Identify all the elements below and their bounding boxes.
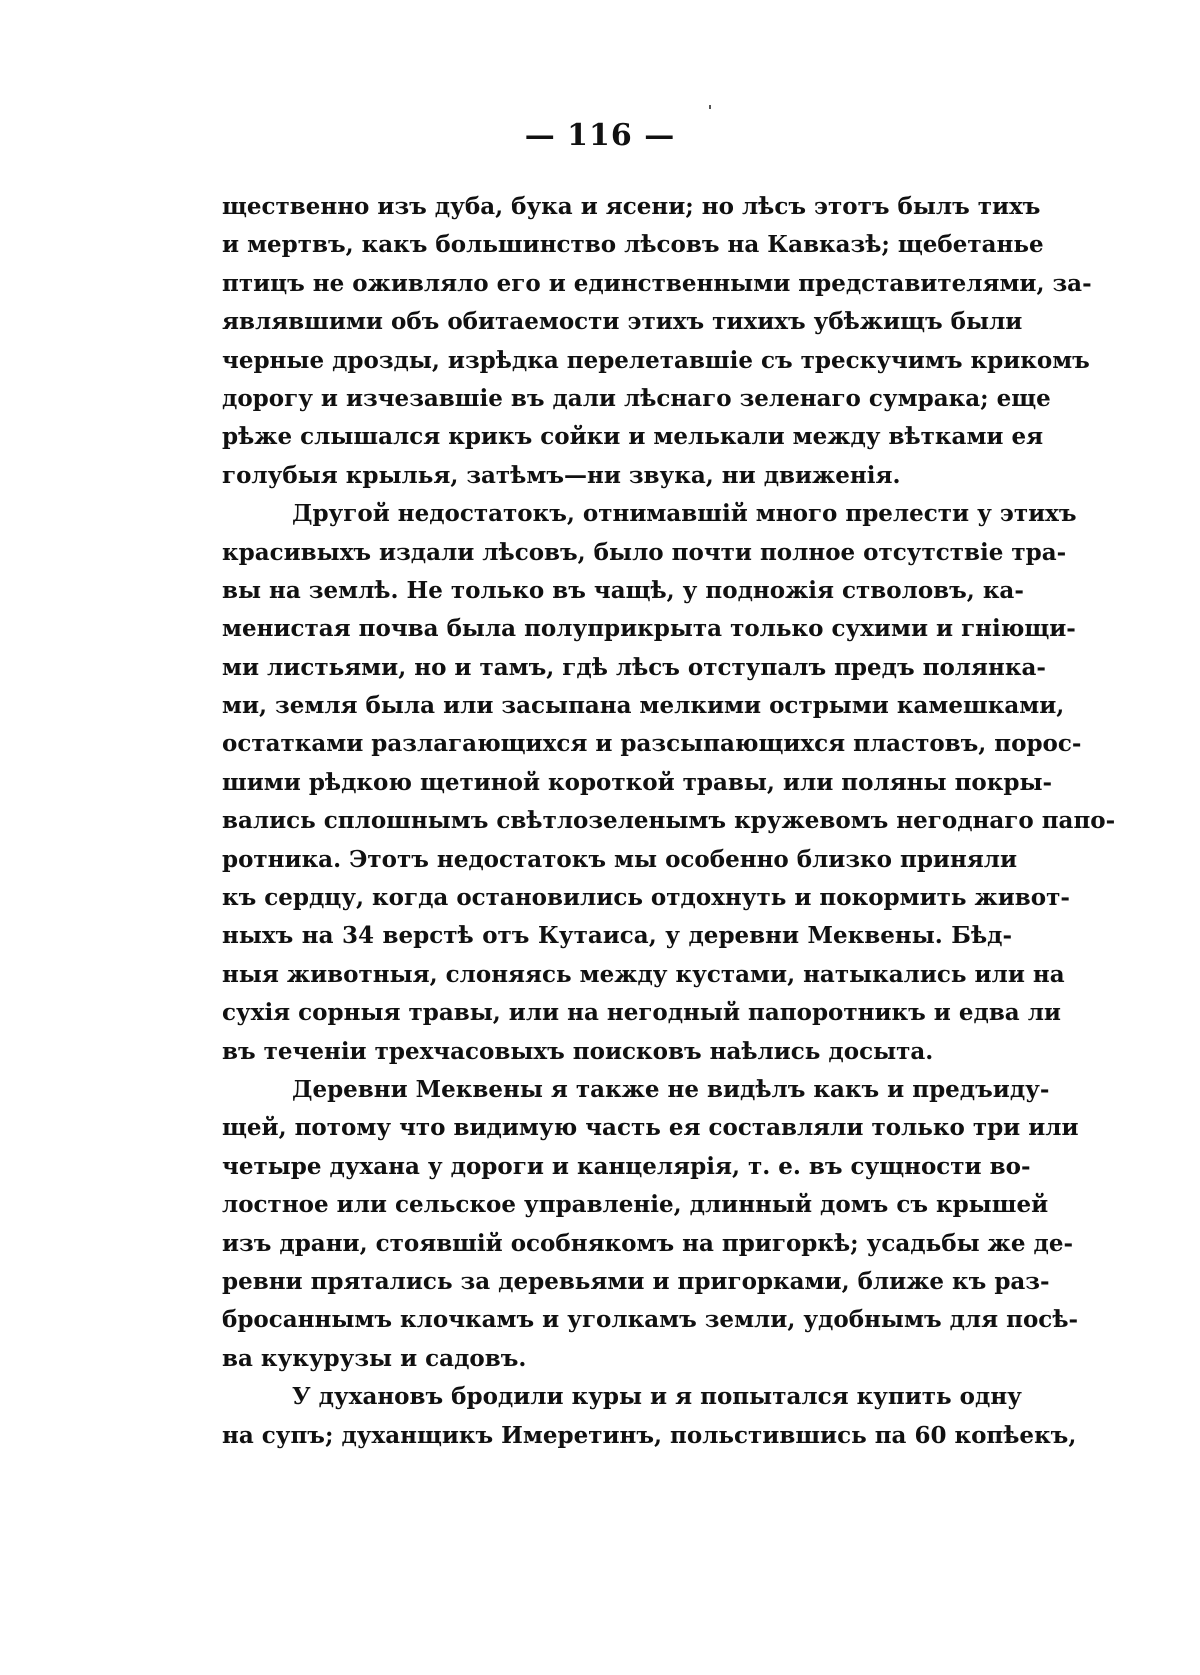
text-line: рѣже слышался крикъ сойки и мелькали между вѣтками ея (222, 423, 1044, 451)
body-text (222, 188, 1116, 1455)
page-number: — 116 — (524, 118, 676, 153)
text-line: вы на землѣ. Не только въ чащѣ, у подножія стволовъ, ка- (222, 576, 1024, 604)
text-line: ныя животныя, слоняясь между кустами, натыкались или на (222, 960, 1065, 988)
text-line: на супъ; духанщикъ Имеретинъ, польстившись па 60 копѣекъ, (222, 1421, 1077, 1449)
text-line: ротника. Этотъ недостатокъ мы особенно близко приняли (222, 845, 1018, 873)
text-line: щей, потому что видимую часть ея составляли только три или (222, 1114, 1079, 1142)
text-line: щественно изъ дуба, бука и ясени; но лѣсъ этотъ былъ тихъ (222, 193, 1041, 220)
text-line: черные дрозды, изрѣдка перелетавшіе съ трескучимъ крикомъ (222, 346, 1090, 374)
text-line: сухія сорныя травы, или на негодный папоротникъ и едва ли (222, 999, 1061, 1027)
text-line: бросаннымъ клочкамъ и уголкамъ земли, удобнымъ для посѣ- (222, 1306, 1079, 1334)
text-line: шими рѣдкою щетиной короткой травы, или поляны покры- (222, 768, 1053, 796)
text-line: и мертвъ, какъ большинство лѣсовъ на Кавказѣ; щебетанье (222, 231, 1044, 259)
text-line: къ сердцу, когда остановились отдохнуть и покормить живот- (222, 884, 1070, 912)
text-line: птицъ не оживляло его и единственными представителями, за- (222, 269, 1092, 297)
text-line: остатками разлагающихся и разсыпающихся пластовъ, порос- (222, 730, 1082, 758)
text-line: вались сплошнымъ свѣтлозеленымъ кружевомъ негоднаго папо- (222, 807, 1116, 835)
text-line: дорогу и изчезавшіе въ дали лѣснаго зеленаго сумрака; еще (222, 384, 1051, 412)
text-line: ва кукурузы и садовъ. (222, 1344, 527, 1372)
paragraph-2 (222, 495, 1116, 1071)
text-line: Другой недостатокъ, отнимавшій много прелести у этихъ (292, 500, 1077, 528)
text-line: Деревни Меквены я также не видѣлъ какъ и предъиду- (292, 1075, 1050, 1103)
text-line: лостное или сельское управленіе, длинный домъ съ крышей (222, 1191, 1049, 1219)
paragraph-4 (222, 1378, 1077, 1455)
text-line: четыре духана у дороги и канцелярія, т. е. въ сущности во- (222, 1152, 1031, 1180)
text-line: въ теченіи трехчасовыхъ поисковъ наѣлись досыта. (222, 1037, 934, 1065)
paragraph-1 (222, 188, 1092, 495)
text-line: красивыхъ издали лѣсовъ, было почти полное отсутствіе тра- (222, 538, 1067, 566)
text-line: голубыя крылья, затѣмъ—ни звука, ни движенія. (222, 461, 901, 489)
text-line: ныхъ на 34 верстѣ отъ Кутаиса, у деревни Меквены. Бѣд- (222, 922, 1012, 950)
text-line: менистая почва была полуприкрыта только сухими и гніющи- (222, 615, 1076, 643)
text-line: ревни прятались за деревьями и пригорками, ближе къ раз- (222, 1267, 1050, 1295)
text-line: изъ драни, стоявшій особнякомъ на пригоркѣ; усадьбы же де- (222, 1229, 1073, 1257)
text-line: ми листьями, но и тамъ, гдѣ лѣсъ отступалъ предъ полянка- (222, 653, 1046, 681)
text-line: являвшими объ обитаемости этихъ тихихъ убѣжищъ были (222, 308, 1023, 336)
print-speck (709, 105, 711, 109)
text-line: ми, земля была или засыпана мелкими острыми камешками, (222, 692, 1065, 720)
text-line: У духановъ бродили куры и я попытался купить одну (292, 1383, 1022, 1411)
paragraph-3 (222, 1071, 1079, 1378)
